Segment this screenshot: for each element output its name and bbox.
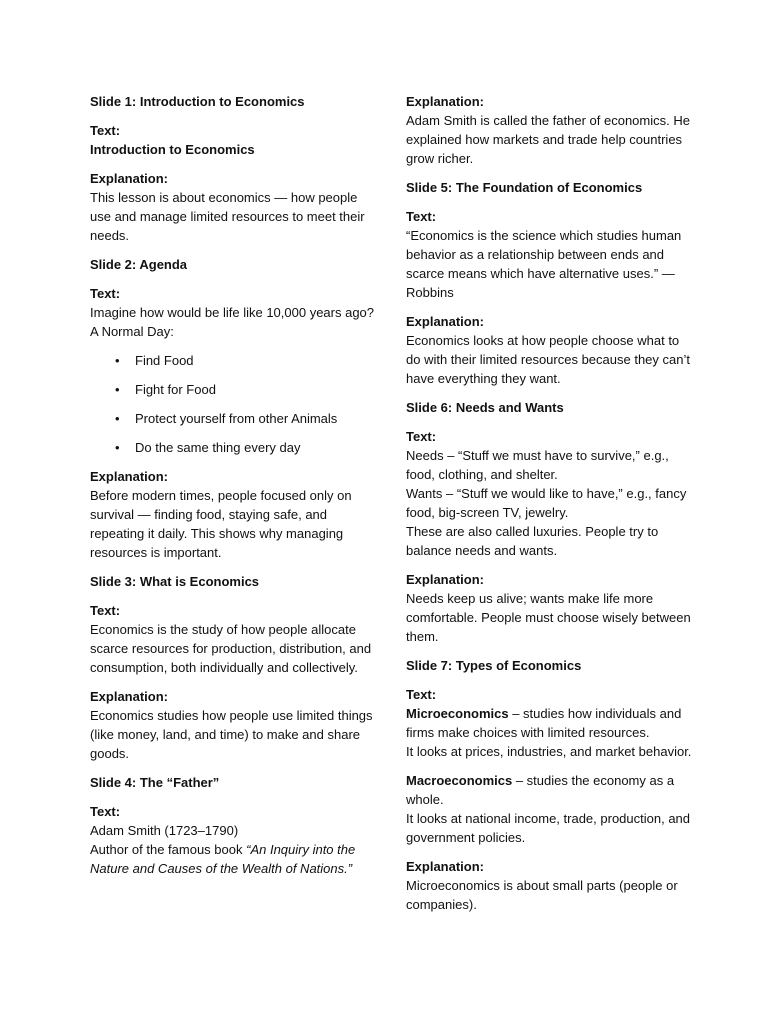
slide-7-heading: Slide 7: Types of Economics	[406, 658, 582, 673]
slide-2-text-line-1: Imagine how would be life like 10,000 years ago?	[90, 305, 375, 320]
right-column	[406, 92, 696, 924]
slide-6-text-block	[406, 427, 696, 560]
slide-5-heading: Slide 5: The Foundation of Economics	[406, 180, 643, 195]
list-item	[90, 351, 376, 370]
slide-1-text: Introduction to Economics	[90, 142, 255, 157]
bullet-icon: •	[115, 411, 120, 426]
slide-7-micro-definition	[406, 704, 696, 742]
slide-4-explanation-label: Explanation:	[406, 94, 485, 109]
slide-6-luxuries-line: These are also called luxuries. People try to balance needs and wants.	[406, 524, 659, 558]
slide-7-micro-desc: – studies how individuals and firms make choices with limited resources.	[406, 706, 682, 740]
slide-4-text-line-1: Adam Smith (1723–1790)	[90, 823, 239, 838]
slide-7-explanation-label: Explanation:	[406, 859, 485, 874]
slide-1-explanation: This lesson is about economics — how people use and manage limited resources to meet their needs.	[90, 190, 365, 243]
slide-1-text-block	[90, 121, 376, 159]
slide-2-text-line-2: A Normal Day:	[90, 324, 174, 339]
slide-2-explanation-label: Explanation:	[90, 469, 169, 484]
slide-7-macro-line-2: It looks at national income, trade, production, and government policies.	[406, 811, 691, 845]
slide-7-explanation: Microeconomics is about small parts (people or companies).	[406, 878, 678, 912]
slide-4-explanation-block	[406, 92, 696, 168]
slide-5-text: “Economics is the science which studies human behavior as a relationship between ends and scarce means which have alternative uses.” — Robbins	[406, 228, 682, 300]
slide-7-micro-term: Microeconomics	[406, 706, 509, 721]
slide-5-explanation-block	[406, 312, 696, 388]
slide-4-book-prefix: Author of the famous book	[90, 842, 247, 857]
slide-3-text-block	[90, 601, 376, 677]
slide-3-explanation-block	[90, 687, 376, 763]
list-item	[90, 380, 376, 399]
list-item	[90, 409, 376, 428]
list-item-label: Protect yourself from other Animals	[135, 411, 338, 426]
slide-1-heading: Slide 1: Introduction to Economics	[90, 94, 305, 109]
slide-3-text: Economics is the study of how people allocate scarce resources for production, distribution, and consumption, both individually and collectively.	[90, 622, 372, 675]
slide-4-text-line-2	[90, 840, 376, 878]
bullet-icon: •	[115, 353, 120, 368]
slide-4-text-label: Text:	[90, 804, 121, 819]
slide-2-heading: Slide 2: Agenda	[90, 257, 188, 272]
slide-2-explanation-block	[90, 467, 376, 562]
slide-7-micro-block	[406, 685, 696, 761]
slide-3-text-label: Text:	[90, 603, 121, 618]
slide-5-explanation: Economics looks at how people choose what to do with their limited resources because they can’t have everything they want.	[406, 333, 690, 386]
slide-4-explanation: Adam Smith is called the father of economics. He explained how markets and trade help countries grow richer.	[406, 113, 690, 166]
slide-7-text-label: Text:	[406, 687, 437, 702]
slide-2-text-block	[90, 284, 376, 341]
slide-4-heading: Slide 4: The “Father”	[90, 775, 220, 790]
slide-1-explanation-block	[90, 169, 376, 245]
slide-7-explanation-block	[406, 857, 696, 914]
list-item-label: Find Food	[135, 353, 194, 368]
slide-5-text-block	[406, 207, 696, 302]
slide-7-macro-block	[406, 771, 696, 847]
list-item-label: Fight for Food	[135, 382, 216, 397]
slide-1-explanation-label: Explanation:	[90, 171, 169, 186]
slide-2-text-label: Text:	[90, 286, 121, 301]
slide-6-wants-line: Wants – “Stuff we would like to have,” e.g., fancy food, big-screen TV, jewelry.	[406, 486, 687, 520]
slide-7-macro-definition	[406, 771, 696, 809]
slide-3-explanation: Economics studies how people use limited things (like money, land, and time) to make and share goods.	[90, 708, 373, 761]
list-item-label: Do the same thing every day	[135, 440, 301, 455]
slide-6-explanation: Needs keep us alive; wants make life more comfortable. People must choose wisely between them.	[406, 591, 691, 644]
left-column	[90, 92, 376, 888]
slide-6-explanation-label: Explanation:	[406, 572, 485, 587]
slide-3-heading: Slide 3: What is Economics	[90, 574, 260, 589]
slide-4-text-block	[90, 802, 376, 878]
slide-7-micro-line-2: It looks at prices, industries, and market behavior.	[406, 744, 692, 759]
bullet-icon: •	[115, 440, 120, 455]
slide-7-macro-desc: – studies the economy as a whole.	[406, 773, 675, 807]
slide-2-explanation: Before modern times, people focused only on survival — finding food, staying safe, and repeating it daily. This shows why managing resources is important.	[90, 488, 352, 560]
slide-5-text-label: Text:	[406, 209, 437, 224]
bullet-icon: •	[115, 382, 120, 397]
slide-7-macro-term: Macroeconomics	[406, 773, 513, 788]
list-item	[90, 438, 376, 457]
slide-5-explanation-label: Explanation:	[406, 314, 485, 329]
slide-2-bullet-list	[90, 351, 376, 457]
slide-6-needs-line: Needs – “Stuff we must have to survive,” e.g., food, clothing, and shelter.	[406, 448, 669, 482]
slide-3-explanation-label: Explanation:	[90, 689, 169, 704]
slide-4-book-title: “An Inquiry into the Nature and Causes of the Wealth of Nations.”	[90, 842, 356, 876]
slide-6-explanation-block	[406, 570, 696, 646]
slide-6-text-label: Text:	[406, 429, 437, 444]
slide-6-heading: Slide 6: Needs and Wants	[406, 400, 564, 415]
slide-1-text-label: Text:	[90, 123, 121, 138]
